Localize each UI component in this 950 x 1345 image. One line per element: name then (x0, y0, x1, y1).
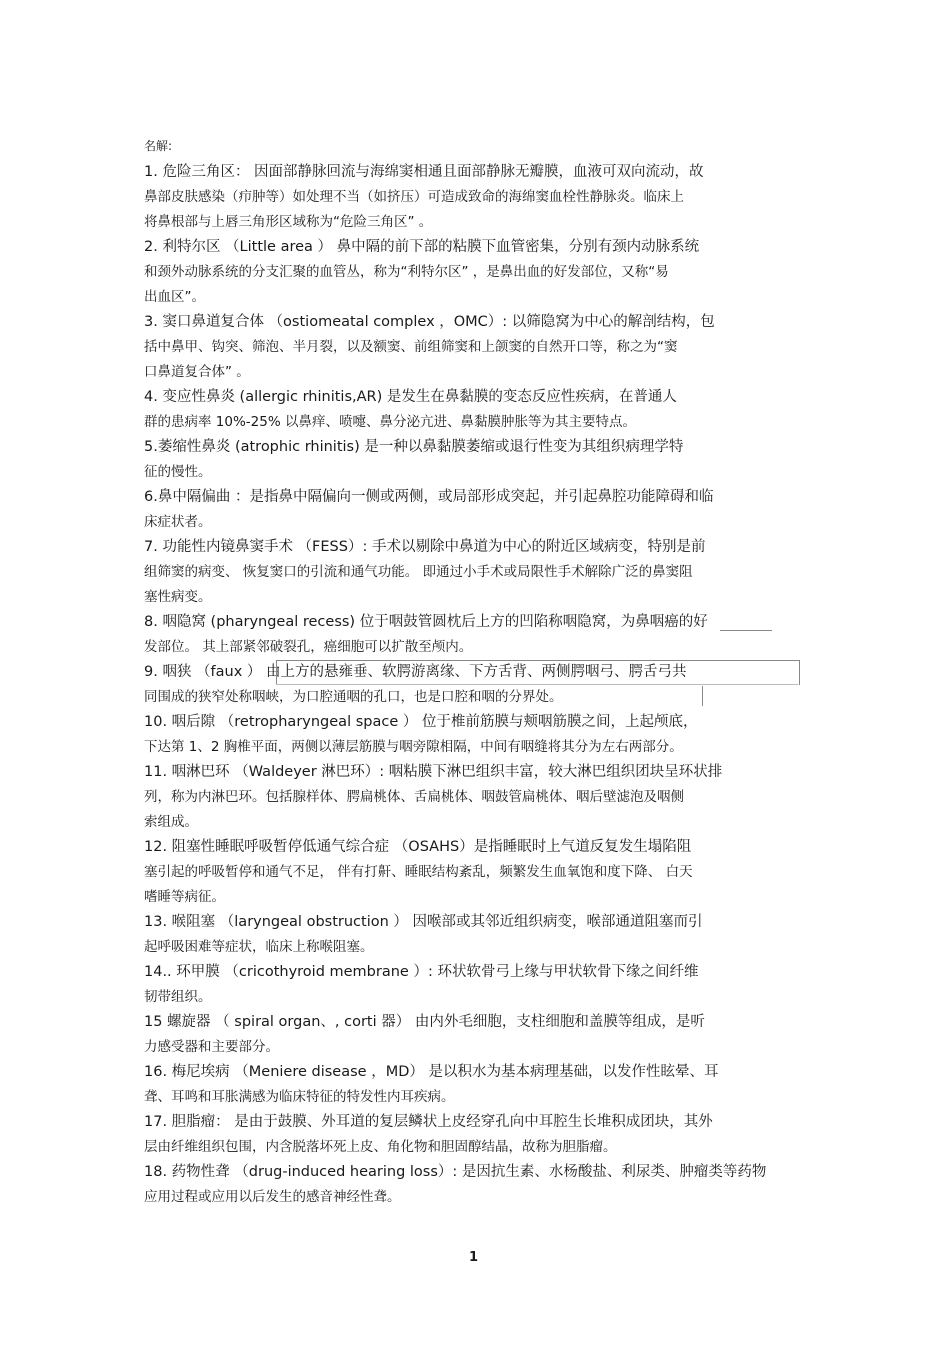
entry-line: 嗜睡等病征。 (144, 889, 225, 905)
definition-entry (144, 1010, 809, 1060)
definition-entry (144, 835, 809, 910)
entry-line: 11. 咽淋巴环 （Waldeyer 淋巴环）: 咽粘膜下淋巴组织丰富，较大淋巴组织团块呈环状排 (144, 764, 723, 780)
entry-line: 同围成的狭窄处称咽峡，为口腔通咽的孔口，也是口腔和咽的分界处。 (144, 689, 563, 705)
entry-line: 出血区”。 (144, 289, 205, 305)
entry-line: 13. 喉阻塞 （laryngeal obstruction ） 因喉部或其邻近组织病变，喉部通道阻塞而引 (144, 914, 703, 930)
definition-entry (144, 1060, 809, 1110)
entry-line: 韧带组织。 (144, 989, 212, 1005)
definition-entry (144, 485, 809, 535)
entry-line: 15 螺旋器 （ spiral organ、, corti 器） 由内外毛细胞，支柱细胞和盖膜等组成，是听 (144, 1014, 705, 1030)
entry-line: 2. 利特尔区 （Little area ） 鼻中隔的前下部的粘膜下血管密集，分别有颈内动脉系统 (144, 239, 700, 255)
entry-line: 和颈外动脉系统的分支汇聚的血管丛，称为“利特尔区” ，是鼻出血的好发部位，又称“易 (144, 264, 669, 280)
entry-line: 8. 咽隐窝 (pharyngeal recess) 位于咽鼓管圆枕后上方的凹陷称咽隐窝，为鼻咽癌的好 (144, 614, 708, 630)
definition-entry (144, 385, 809, 435)
entry-line: 索组成。 (144, 814, 198, 830)
entry-line: 3. 窦口鼻道复合体 （ostiomeatal complex ，OMC）: 以筛隐窝为中心的解剖结构，包 (144, 314, 715, 330)
box-rule-right (702, 686, 703, 706)
entry-line: 将鼻根部与上唇三角形区域称为“危险三角区” 。 (144, 214, 433, 230)
entry-line: 塞性病变。 (144, 589, 212, 605)
definition-entry (144, 710, 809, 760)
definition-entry (144, 1160, 809, 1210)
entry-line: 聋、耳鸣和耳胀满感为临床特征的特发性内耳疾病。 (144, 1089, 455, 1105)
entry-line: 组筛窦的病变、 恢复窦口的引流和通气功能。 即通过小手术或局限性手术解除广泛的鼻窦阻 (144, 564, 693, 580)
entry-line: 起呼吸困难等症状，临床上称喉阻塞。 (144, 939, 374, 955)
entry-line: 12. 阻塞性睡眠呼吸暂停低通气综合症 （OSAHS）是指睡眠时上气道反复发生塌陷阻 (144, 839, 692, 855)
entry-line: 口鼻道复合体” 。 (144, 364, 250, 380)
underline-rule (720, 630, 772, 631)
section-heading: 名解: (144, 139, 173, 153)
page-number: 1 (469, 1250, 479, 1265)
entry-line: 4. 变应性鼻炎 (allergic rhinitis,AR) 是发生在鼻黏膜的变态反应性疾病，在普通人 (144, 389, 677, 405)
box-rule-bottom (276, 684, 798, 685)
definition-entry (144, 310, 809, 385)
definition-entry (144, 160, 809, 235)
entry-line: 17. 胆脂瘤： 是由于鼓膜、外耳道的复层鳞状上皮经穿孔向中耳腔生长堆积成团块，其外 (144, 1114, 713, 1130)
entry-line: 9. 咽狭 （faux ） 由上方的悬雍垂、软腭游离缘、下方舌背、两侧腭咽弓、腭舌弓共 (144, 664, 687, 680)
entry-line: 层由纤维组织包围，内含脱落坏死上皮、角化物和胆固醇结晶，故称为胆脂瘤。 (144, 1139, 617, 1155)
box-rule (276, 660, 800, 685)
entry-line: 18. 药物性聋 （drug-induced hearing loss）: 是因抗生素、水杨酸盐、利尿类、肿瘤类等药物 (144, 1164, 767, 1180)
entry-line: 力感受器和主要部分。 (144, 1039, 279, 1055)
entry-line: 5.萎缩性鼻炎 (atrophic rhinitis) 是一种以鼻黏膜萎缩或退行性变为其组织病理学特 (144, 439, 684, 455)
definition-entry (144, 910, 809, 960)
entry-line: 7. 功能性内镜鼻窦手术 （FESS）: 手术以剔除中鼻道为中心的附近区域病变，特别是前 (144, 539, 706, 555)
entry-line: 鼻部皮肤感染（疖肿等）如处理不当（如挤压）可造成致命的海绵窦血栓性静脉炎。临床上 (144, 189, 684, 205)
entry-line: 应用过程或应用以后发生的感音神经性聋。 (144, 1189, 401, 1205)
entry-line: 征的慢性。 (144, 464, 212, 480)
entry-line: 群的患病率 10%-25% 以鼻痒、喷嚏、鼻分泌亢进、鼻黏膜肿胀等为其主要特点。 (144, 414, 636, 430)
entry-line: 14.. 环甲膜 （cricothyroid membrane ）: 环状软骨弓上缘与甲状软骨下缘之间纤维 (144, 964, 699, 980)
definition-entry (144, 960, 809, 1010)
entry-line: 塞引起的呼吸暂停和通气不足， 伴有打鼾、睡眠结构紊乱，频繁发生血氧饱和度下降、 白天 (144, 864, 693, 880)
definition-entry (144, 1110, 809, 1160)
entry-line: 床症状者。 (144, 514, 212, 530)
entry-line: 10. 咽后隙 （retropharyngeal space ） 位于椎前筋膜与颊咽筋膜之间，上起颅底， (144, 714, 698, 730)
entry-line: 下达第 1、2 胸椎平面，两侧以薄层筋膜与咽旁隙相隔，中间有咽缝将其分为左右两部分。 (144, 739, 683, 755)
definition-entry (144, 435, 809, 485)
entry-line: 16. 梅尼埃病 （Meniere disease ，MD） 是以积水为基本病理基础，以发作性眩晕、耳 (144, 1064, 719, 1080)
definition-entry (144, 610, 809, 660)
entry-line: 6.鼻中隔偏曲 ：是指鼻中隔偏向一侧或两侧，或局部形成突起，并引起鼻腔功能障碍和临 (144, 489, 714, 505)
entry-line: 1. 危险三角区： 因面部静脉回流与海绵窦相通且面部静脉无瓣膜，血液可双向流动，故 (144, 164, 704, 180)
entry-line: 列，称为内淋巴环。包括腺样体、腭扁桃体、舌扁桃体、咽鼓管扁桃体、咽后壁滤泡及咽侧 (144, 789, 684, 805)
definition-entry (144, 535, 809, 610)
definition-entry (144, 760, 809, 835)
definition-entry (144, 235, 809, 310)
entry-line: 发部位。 其上部紧邻破裂孔，癌细胞可以扩散至颅内。 (144, 639, 473, 655)
entry-line: 括中鼻甲、钩突、筛泡、半月裂，以及额窦、前组筛窦和上颌窦的自然开口等，称之为“窦 (144, 339, 678, 355)
